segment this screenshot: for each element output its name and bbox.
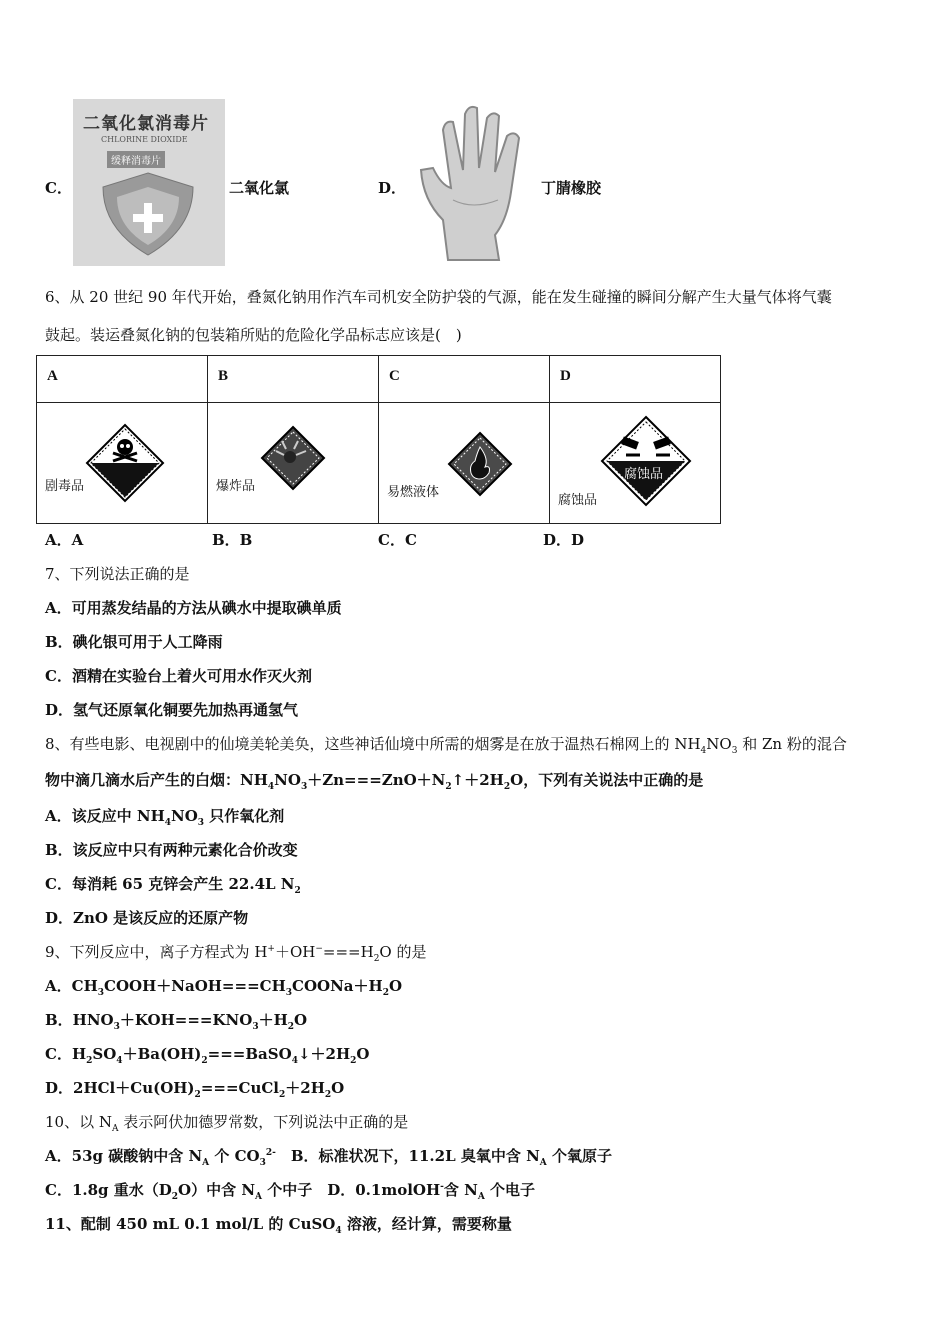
sub: A — [477, 1192, 485, 1202]
sub: 3 — [113, 1022, 120, 1032]
q8-c1: C．每消耗 65 克锌会产生 22.4L N — [45, 875, 295, 893]
sub: 3 — [285, 988, 293, 998]
sub: A — [202, 1158, 210, 1168]
sub: 3 — [731, 746, 738, 756]
q7-option-c: C．酒精在实验台上着火可用水作灭火剂 — [45, 667, 312, 685]
q8-stem-line2 — [45, 769, 703, 792]
q8-stem-line1 — [45, 733, 847, 756]
t: ＋Ba(OH) — [122, 1045, 202, 1063]
q5-option-c-letter: C． — [45, 179, 72, 197]
t: ＋2H — [285, 1079, 325, 1097]
q9-s4: O 的是 — [379, 943, 427, 961]
q8-option-d: D．ZnO 是该反应的还原产物 — [45, 909, 249, 927]
sub: 4 — [116, 1056, 123, 1066]
t: 表示阿伏加德罗常数，下列说法中正确的是 — [118, 1113, 409, 1131]
q8-a2: NO — [171, 807, 198, 825]
q8-s1c: 和 Zn 粉的混合 — [737, 735, 847, 753]
sub: 2 — [194, 1090, 201, 1100]
header-cell-d — [550, 356, 721, 403]
label-flammable: 易燃液体 — [387, 485, 440, 500]
header-cell-a — [37, 356, 208, 403]
q11-stem — [45, 1213, 512, 1236]
q8-a1: A．该反应中 NH — [45, 807, 165, 825]
sub: 3 — [197, 818, 205, 828]
t: O — [331, 1079, 345, 1097]
sub: 2 — [324, 1090, 332, 1100]
q7-option-d: D．氢气还原氧化铜要先加热再通氢气 — [45, 701, 299, 719]
t: COOH＋NaOH===CH — [104, 977, 286, 995]
toxic-skull-icon — [85, 423, 165, 503]
q6-answer-d: D．D — [543, 531, 585, 549]
sub: 4 — [291, 1056, 298, 1066]
sub: 2 — [279, 1090, 286, 1100]
q8-s2b: NO — [274, 771, 301, 789]
t: 个中子 D．0.1molOH — [262, 1181, 441, 1199]
t: O — [388, 977, 403, 995]
sub: 4 — [164, 818, 172, 828]
corrosive-sign-text: 腐蚀品 — [624, 467, 664, 482]
t: B．标准状况下，11.2L 臭氧中含 N — [275, 1147, 540, 1165]
q8-s2c: ＋Zn===ZnO＋N — [307, 771, 446, 789]
sub: 2 — [86, 1056, 93, 1066]
sub: 4 — [267, 782, 275, 792]
header-b: B — [218, 368, 229, 384]
sub: 2 — [350, 1056, 357, 1066]
q9-option-c — [45, 1043, 369, 1066]
q9-s3: ===H — [322, 943, 374, 961]
q8-option-a — [45, 805, 284, 828]
q7-option-a: A．可用蒸发结晶的方法从碘水中提取碘单质 — [45, 599, 342, 617]
header-c: C — [389, 368, 400, 384]
sub: 2 — [287, 1022, 295, 1032]
t: A．53g 碳酸钠中含 N — [45, 1147, 203, 1165]
sup: − — [315, 944, 323, 954]
t: C．H — [45, 1045, 87, 1063]
t: 11、配制 450 mL 0.1 mol/L 的 CuSO — [45, 1215, 336, 1233]
explosive-icon — [260, 425, 326, 491]
q8-s1b: NO — [706, 735, 732, 753]
t: ===CuCl — [200, 1079, 279, 1097]
q5-option-d-text: 丁腈橡胶 — [541, 179, 602, 197]
header-d: D — [560, 368, 571, 384]
q10-options-cd — [45, 1179, 535, 1202]
q8-option-c — [45, 873, 301, 896]
q9-stem — [45, 941, 427, 964]
q8-s2a: 物中滴几滴水后产生的白烟：NH — [45, 771, 268, 789]
cell-toxic — [37, 403, 208, 524]
t: ===BaSO — [207, 1045, 292, 1063]
cell-flammable — [379, 403, 550, 524]
sub: 3 — [300, 782, 308, 792]
cell-explosive — [208, 403, 379, 524]
flammable-liquid-icon — [447, 431, 513, 497]
q7-stem: 7、下列说法正确的是 — [45, 565, 190, 583]
sub: A — [255, 1192, 263, 1202]
t: ＋H — [258, 1011, 288, 1029]
box-title: 二氧化氯消毒片 — [83, 114, 209, 134]
chlorine-dioxide-box-image — [73, 99, 225, 266]
sub: 3 — [259, 1158, 266, 1168]
q5-option-c-text: 二氧化氯 — [229, 179, 290, 197]
q9-s1: 9、下列反应中，离子方程式为 H — [45, 943, 268, 961]
t: B．HNO — [45, 1011, 114, 1029]
box-band: 缓释消毒片 — [107, 151, 165, 168]
q8-a3: 只作氧化剂 — [204, 807, 285, 825]
sub: 4 — [335, 1226, 342, 1236]
q8-s1a: 8、有些电影、电视剧中的仙境美轮美奂，这些神话仙境中所需的烟雾是在放于温热石棉网上的 NH — [45, 735, 701, 753]
header-cell-c — [379, 356, 550, 403]
header-cell-b — [208, 356, 379, 403]
t: 个电子 — [484, 1181, 536, 1199]
t: ＋KOH===KNO — [119, 1011, 253, 1029]
q6-answer-a: A．A — [45, 531, 84, 549]
q8-s2d: ↑＋2H — [451, 771, 504, 789]
sub: 2 — [382, 988, 389, 998]
cell-corrosive — [550, 403, 721, 524]
t: 10、以 N — [45, 1113, 112, 1131]
sub: 4 — [700, 746, 707, 756]
sup: 2- — [265, 1148, 276, 1158]
t: O）中含 N — [178, 1181, 256, 1199]
q10-options-ab — [45, 1145, 612, 1168]
q9-option-d — [45, 1077, 344, 1100]
label-corrosive: 腐蚀品 — [558, 493, 598, 508]
sub: 3 — [97, 988, 105, 998]
q6-stem-line1: 6、从 20 世纪 90 年代开始，叠氮化钠用作汽车司机安全防护袋的气源，能在发生碰撞的瞬间分解产生大量气体将气囊 — [45, 288, 832, 306]
t: C．1.8g 重水（D — [45, 1181, 172, 1199]
corrosive-icon — [600, 415, 692, 507]
sub: 2 — [373, 954, 380, 964]
q9-option-b — [45, 1009, 307, 1032]
header-a: A — [47, 368, 58, 384]
q9-s2: ＋OH — [274, 943, 316, 961]
sub: 3 — [252, 1022, 259, 1032]
label-explosive: 爆炸品 — [216, 479, 256, 494]
q9-option-a — [45, 975, 402, 998]
q7-option-b: B．碘化银可用于人工降雨 — [45, 633, 223, 651]
t: O — [294, 1011, 308, 1029]
sub: A — [111, 1124, 119, 1134]
sub: 2 — [503, 782, 511, 792]
q6-answer-c: C．C — [378, 531, 417, 549]
q8-s2e: O，下列有关说法中正确的是 — [510, 771, 704, 789]
hazard-sign-table — [36, 355, 721, 524]
q6-stem-line2: 鼓起。装运叠氮化钠的包装箱所贴的危险化学品标志应该是( ) — [45, 326, 462, 344]
sup: - — [440, 1182, 444, 1192]
shield-icon — [93, 169, 203, 259]
t: 个 CO — [209, 1147, 260, 1165]
sub: 2 — [171, 1192, 179, 1202]
t: ↓＋2H — [297, 1045, 351, 1063]
t: SO — [92, 1045, 117, 1063]
t: COONa＋H — [292, 977, 383, 995]
q6-answer-b: B．B — [212, 531, 253, 549]
sub: 2 — [201, 1056, 208, 1066]
t: A．CH — [45, 977, 98, 995]
sup: + — [267, 944, 275, 954]
sub: A — [539, 1158, 547, 1168]
t: D．2HCl＋Cu(OH) — [45, 1079, 195, 1097]
rubber-glove-icon — [403, 100, 538, 265]
sub: 2 — [445, 782, 452, 792]
q10-stem — [45, 1111, 408, 1134]
q8-option-b: B．该反应中只有两种元素化合价改变 — [45, 841, 298, 859]
t: O — [356, 1045, 370, 1063]
q5-option-d-letter: D． — [378, 179, 407, 197]
box-subtitle: CHLORINE DIOXIDE — [101, 135, 188, 144]
label-toxic: 剧毒品 — [45, 479, 85, 494]
t: 溶液，经计算，需要称量 — [341, 1215, 512, 1233]
sub: 2 — [294, 886, 301, 896]
t: 个氧原子 — [546, 1147, 613, 1165]
t: 含 N — [443, 1181, 478, 1199]
